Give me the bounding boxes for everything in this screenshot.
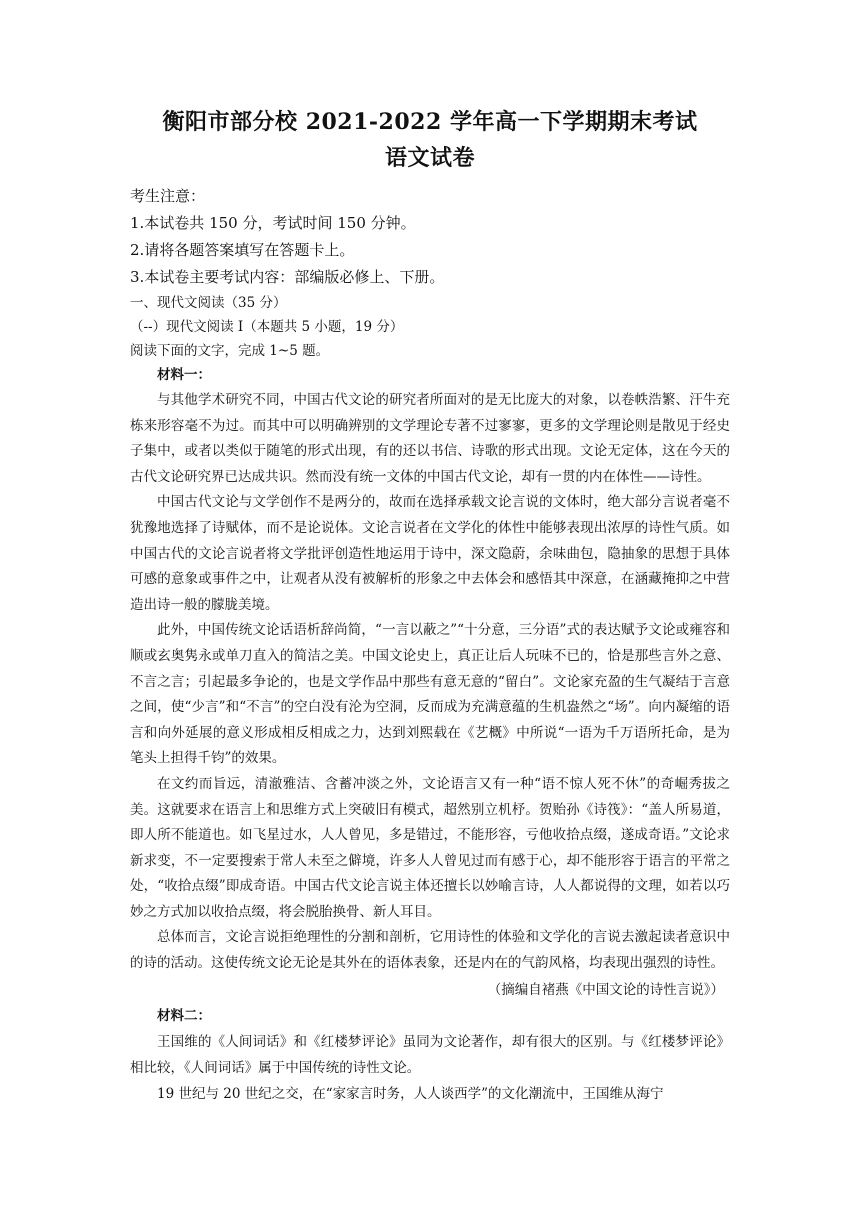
material2-paragraph: 19 世纪与 20 世纪之交，在“家家言时务，人人谈西学”的文化潮流中，王国维从海宁 xyxy=(157,1085,664,1102)
material1-paragraph: 在文约而旨远，清澈雅洁、含蓄冲淡之外，文论语言又有一种“语不惊人死不休”的奇崛秀拔之美。这就要求在语言上和思维方式上突破旧有模式，超然别立机杼。贺贻孙《诗筏》：“盖人所易道，即人所不能道也。如飞星过水，人人曾见，多是错过，不能形容，亏他收拾点缀，遂成奇语。”文论求新求变，不一定要搜索于常人未至之僻境，许多人人曾见过而有感于心，却不能形容于语言的平常之处，“收拾点缀”即成奇语。中国古代文论言说主体还擅长以妙喻言诗，人人都说得的文理，如若以巧妙之方式加以收拾点缀，将会脱胎换骨、新人耳目。 xyxy=(130,775,730,920)
exam-page xyxy=(130,104,730,1107)
material1-paragraph: 与其他学术研究不同，中国古代文论的研究者所面对的是无比庞大的对象，以卷帙浩繁、汗牛充栋来形容毫不为过。而其中可以明确辨别的文学理论专著不过寥寥，更多的文学理论则是散见于经史子集中，或者以类似于随笔的形式出现，有的还以书信、诗歌的形式出现。文论无定体，这在今天的古代文论研究界已达成共识。然而没有统一文体的中国古代文论，却有一贯的内在体性——诗性。 xyxy=(130,392,730,485)
exam-title-line1: 衡阳市部分校 2021-2022 学年高一下学期期末考试 xyxy=(162,109,698,135)
notice-item-3: 3.本试卷主要考试内容：部编版必修上、下册。 xyxy=(130,268,445,286)
material1-paragraph: 总体而言，文论言说拒绝理性的分割和剖析，它用诗性的体验和文学化的言说去激起读者意识中的诗的活动。这使传统文论无论是其外在的语体表象，还是内在的气韵风格，均表现出强烈的诗性。 xyxy=(130,929,730,972)
section-title: 一、现代文阅读（35 分） xyxy=(130,295,287,311)
material1-label: 材料一： xyxy=(157,367,211,383)
material1-source: （摘编自褚燕《中国文论的诗性言说》） xyxy=(487,981,724,998)
section-subtitle: （--）现代文阅读 I（本题共 5 小题，19 分） xyxy=(130,319,404,335)
material1-paragraph: 中国古代文论与文学创作不是两分的，故而在选择承载文论言说的文体时，绝大部分言说者毫不犹豫地选择了诗赋体，而不是论说体。文论言说者在文学化的体性中能够表现出浓厚的诗性气质。如中国古代的文论言说者将文学批评创造性地运用于诗中，深文隐蔚，余味曲包，隐抽象的思想于具体可感的意象或事件之中，让观者从没有被解析的形象之中去体会和感悟其中深意，在涵藏掩抑之中营造出诗一般的朦胧美境。 xyxy=(130,494,730,613)
notice-item-2: 2.请将各题答案填写在答题卡上。 xyxy=(130,241,355,259)
material2-label: 材料二： xyxy=(157,1007,211,1024)
material1-paragraph: 此外，中国传统文论话语析辞尚简，“一言以蔽之”“十分意，三分语”式的表达赋予文论或雍容和顺或玄奥隽永或单刀直入的简洁之美。中国文论史上，真正让后人玩味不已的，恰是那些言外之意、不言之言；引起最多争论的，也是文学作品中那些有意无意的“留白”。文论家充盈的生气凝结于言意之间，使“少言”和“不言”的空白没有沦为空洞，反而成为充满意蕴的生机盎然之“场”。向内凝缩的语言和向外延展的意义形成相反相成之力，达到刘熙载在《艺概》中所说“一语为千万语所托命，是为笔头上担得千钧”的效果。 xyxy=(130,622,730,767)
notice-item-1: 1.本试卷共 150 分，考试时间 150 分钟。 xyxy=(130,214,416,232)
exam-title-line2: 语文试卷 xyxy=(384,145,475,171)
notice-heading: 考生注意： xyxy=(130,187,206,205)
section-instruction: 阅读下面的文字，完成 1~5 题。 xyxy=(130,343,330,359)
material2-paragraph: 王国维的《人间词话》和《红楼梦评论》虽同为文论著作，却有很大的区别。与《红楼梦评论》相比较，《人间词话》属于中国传统的诗性文论。 xyxy=(130,1033,730,1076)
